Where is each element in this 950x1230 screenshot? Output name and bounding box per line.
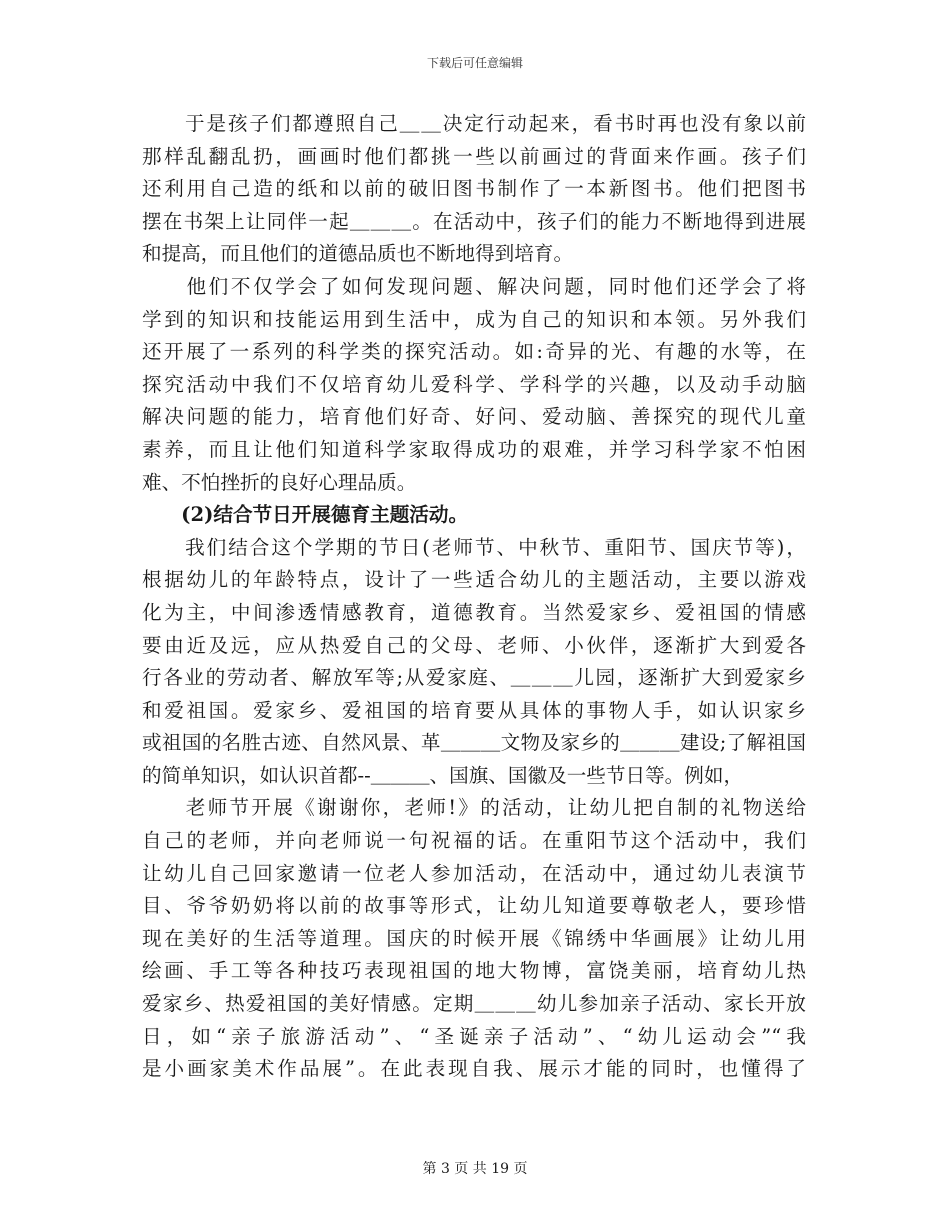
document-body (142, 108, 806, 1086)
text-line: 解决问题的能力，培育他们好奇、好问、爱动脑、善探究的现代儿童 (142, 405, 806, 429)
text-line: 探究活动中我们不仅培育幼儿爱科学、学科学的兴趣，以及动手动脑 (142, 372, 806, 396)
text-line: 行各业的劳动者、解放军等;从爱家庭、＿＿＿儿园，逐渐扩大到爱家乡 (142, 666, 806, 690)
text-line: 和提高，而且他们的道德品质也不断地得到培育。 (142, 242, 574, 266)
text-line: 爱家乡、热爱祖国的美好情感。定期＿＿＿幼儿参加亲子活动、家长开放 (142, 992, 806, 1016)
text-line: 现在美好的生活等道理。国庆的时候开展《锦绣中华画展》让幼儿用 (142, 926, 806, 950)
text-line: 那样乱翻乱扔，画画时他们都挑一些以前画过的背面来作画。孩子们 (142, 144, 806, 168)
text-line: 还利用自己造的纸和以前的破旧图书制作了一本新图书。他们把图书 (142, 177, 806, 201)
text-line: 还开展了一系列的科学类的探究活动。如:奇异的光、有趣的水等，在 (142, 340, 806, 364)
text-line: 我们结合这个学期的节日(老师节、中秋节、重阳节、国庆节等)， (142, 535, 806, 559)
text-line: 于是孩子们都遵照自己＿＿决定行动起来，看书时再也没有象以前 (142, 112, 806, 135)
text-line: 目、爷爷奶奶将以前的故事等形式，让幼儿知道要尊敬老人，要珍惜 (142, 894, 806, 918)
text-line: 要由近及远，应从热爱自己的父母、老师、小伙伴，逐渐扩大到爱各 (142, 633, 806, 657)
page-header: 下载后可任意编辑 (426, 56, 523, 70)
text-line: 化为主，中间渗透情感教育，道德教育。当然爱家乡、爱祖国的情感 (142, 600, 806, 624)
page-number-footer: 第 3 页 共 19 页 (422, 1161, 528, 1177)
text-line: 自己的老师，并向老师说一句祝福的话。在重阳节这个活动中，我们 (142, 829, 806, 853)
text-line: 或祖国的名胜古迹、自然风景、革＿＿＿文物及家乡的＿＿＿建设;了解祖国 (142, 731, 806, 755)
text-line: 日，如“亲子旅游活动”、“圣诞亲子活动”、“幼儿运动会”“我 (142, 1024, 806, 1048)
text-line: 摆在书架上让同伴一起＿＿＿。在活动中，孩子们的能力不断地得到进展 (142, 209, 806, 233)
text-line: 难、不怕挫折的良好心理品质。 (142, 470, 417, 494)
text-line: 让幼儿自己回家邀请一位老人参加活动，在活动中，通过幼儿表演节 (142, 861, 806, 885)
text-line: 他们不仅学会了如何发现问题、解决问题，同时他们还学会了将 (142, 274, 806, 298)
section-heading: (2)结合节日开展德育主题活动。 (142, 503, 469, 527)
text-line: 是小画家美术作品展”。在此表现自我、展示才能的同时，也懂得了 (142, 1057, 806, 1081)
text-line: 学到的知识和技能运用到生活中，成为自己的知识和本领。另外我们 (142, 307, 806, 331)
text-line: 老师节开展《谢谢你，老师!》的活动，让幼儿把自制的礼物送给 (142, 796, 806, 820)
text-line: 和爱祖国。爱家乡、爱祖国的培育要从具体的事物人手，如认识家乡 (142, 698, 806, 722)
text-line: 根据幼儿的年龄特点，设计了一些适合幼儿的主题活动，主要以游戏 (142, 568, 806, 592)
text-line: 的简单知识，如认识首都--＿＿＿、国旗、国徽及一些节日等。例如， (142, 763, 744, 787)
text-line: 绘画、手工等各种技巧表现祖国的地大物博，富饶美丽，培育幼儿热 (142, 959, 806, 983)
text-line: 素养，而且让他们知道科学家取得成功的艰难，并学习科学家不怕困 (142, 437, 806, 461)
